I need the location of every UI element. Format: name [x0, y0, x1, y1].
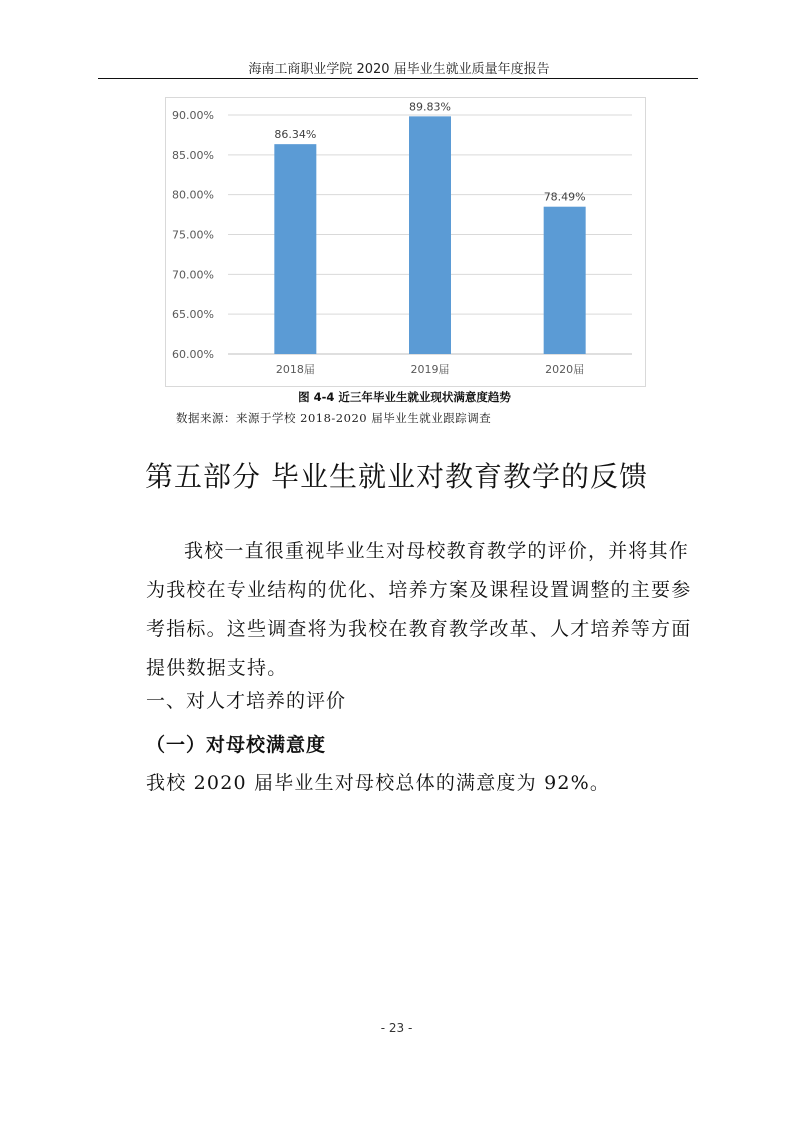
y-tick-label: 65.00% [172, 308, 214, 322]
y-tick-label: 60.00% [172, 348, 214, 361]
data-label: 78.49% [543, 190, 586, 204]
intro-paragraph [146, 532, 698, 688]
data-source-note: 数据来源：来源于学校 2018-2020 届毕业生就业跟踪调查 [176, 411, 492, 425]
y-tick-label: 85.00% [172, 148, 214, 162]
intro-paragraph-text: 我校一直很重视毕业生对母校教育教学的评价，并将其作为我校在专业结构的优化、培养方案及课程设置调整的主要参考指标。这些调查将为我校在教育教学改革、人才培养等方面提供数据支持。 [146, 540, 692, 679]
section-title: 第五部分 毕业生就业对教育教学的反馈 [145, 460, 648, 493]
y-tick-label: 75.00% [172, 228, 214, 242]
y-axis [172, 109, 214, 361]
bar-2018届 [274, 144, 316, 354]
y-tick-label: 80.00% [172, 188, 214, 202]
bar-2020届 [544, 207, 586, 354]
satisfaction-statement: 我校 2020 届毕业生对母校总体的满意度为 92%。 [146, 772, 611, 794]
bar-chart [166, 98, 645, 386]
header-rule [98, 78, 698, 79]
x-tick-label: 2020届 [545, 363, 585, 376]
x-axis [276, 363, 584, 376]
x-tick-label: 2018届 [275, 363, 315, 376]
y-tick-label: 70.00% [172, 268, 214, 282]
data-label: 89.83% [409, 100, 451, 114]
page-number: - 23 - [380, 1021, 413, 1035]
data-label: 86.34% [274, 128, 317, 142]
running-header: 海南工商职业学院 2020 届毕业生就业质量年度报告 [248, 62, 550, 77]
bars [274, 116, 585, 354]
chart-container [165, 97, 646, 387]
heading-school-satisfaction: （一）对母校满意度 [146, 734, 327, 756]
bar-2019届 [409, 116, 451, 354]
figure-caption: 图 4-4 近三年毕业生就业现状满意度趋势 [298, 390, 511, 404]
y-tick-label: 90.00% [172, 109, 214, 122]
heading-talent-evaluation: 一、对人才培养的评价 [146, 690, 347, 712]
x-tick-label: 2019届 [410, 363, 450, 376]
